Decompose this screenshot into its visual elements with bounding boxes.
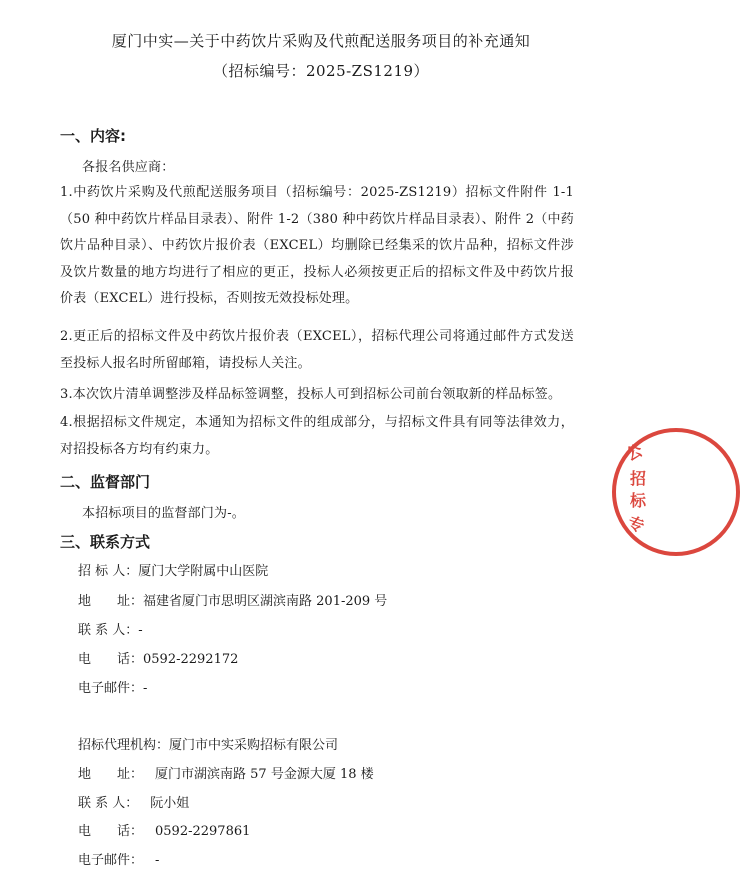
buyer-phone-label: 电 话： xyxy=(78,652,144,667)
agency-email-row xyxy=(78,849,159,868)
buyer-contact: - xyxy=(138,623,143,638)
agency-address-label: 地 址： xyxy=(78,767,144,782)
paragraph-3: 3.本次饮片清单调整涉及样品标签调整，投标人可到招标公司前台领取新的样品标签。 xyxy=(60,387,562,402)
buyer-contact-label: 联 系 人： xyxy=(78,623,139,638)
buyer-email-label: 电子邮件： xyxy=(78,681,144,696)
supervision-text: 本招标项目的监督部门为-。 xyxy=(82,506,245,521)
agency-contact-row xyxy=(78,792,189,811)
buyer-address-label: 地 址： xyxy=(78,594,144,609)
buyer-name-label: 招 标 人： xyxy=(78,564,139,579)
buyer-email: - xyxy=(143,681,148,696)
greeting: 各报名供应商： xyxy=(82,160,175,175)
seal-glyph: 专 xyxy=(625,512,647,537)
agency-name: 厦门市中实采购招标有限公司 xyxy=(169,738,339,753)
agency-name-label: 招标代理机构： xyxy=(78,738,170,753)
agency-contact-label: 联 系 人： xyxy=(78,796,139,811)
seal-glyph: 公 xyxy=(622,440,646,465)
document-subtitle: （招标编号：2025-ZS1219） xyxy=(212,62,430,80)
seal-glyph: 招 xyxy=(630,469,647,488)
agency-address-row xyxy=(78,763,374,782)
buyer-address-row xyxy=(78,590,387,609)
agency-address: 厦门市湖滨南路 57 号金源大厦 18 楼 xyxy=(155,767,374,782)
section-heading-contact: 三、联系方式 xyxy=(60,533,151,551)
paragraph-2: 2.更正后的招标文件及中药饮片报价表（EXCEL），招标代理公司将通过邮件方式发送至投标人报名时所留邮箱，请投标人关注。 xyxy=(60,329,574,371)
section-heading-supervision: 二、监督部门 xyxy=(60,473,151,491)
paragraph-1: 1.中药饮片采购及代煎配送服务项目（招标编号：2025-ZS1219）招标文件附件 1-1（50 种中药饮片样品目录表）、附件 1-2（380 种中药饮片样品目录表）、附件 2（中药饮片品种目录）、中药饮片报价表（EXCEL）均删除已经集采的饮片品种，招标文件涉及饮片数量的地方均进行了相应的更正，投标人必须按更正后的招标文件及中药饮片报价表（EXCEL）进行投标，否则按无效投标处理。 xyxy=(60,185,574,306)
agency-email-label: 电子邮件： xyxy=(78,853,144,868)
buyer-name-row xyxy=(78,560,268,579)
section-heading-content: 一、内容: xyxy=(60,127,126,145)
agency-email: - xyxy=(155,853,160,868)
paragraph-4: 4.根据招标文件规定，本通知为招标文件的组成部分，与招标文件具有同等法律效力，对招投标各方均有约束力。 xyxy=(60,415,574,457)
buyer-email-row xyxy=(78,677,147,696)
buyer-name: 厦门大学附属中山医院 xyxy=(138,564,269,579)
agency-phone-row xyxy=(78,820,250,839)
company-seal-stamp xyxy=(612,428,740,556)
agency-name-row xyxy=(78,734,338,753)
document-title: 厦门中实—关于中药饮片采购及代煎配送服务项目的补充通知 xyxy=(111,32,531,50)
buyer-contact-row xyxy=(78,619,143,638)
buyer-phone: 0592-2292172 xyxy=(143,652,239,667)
seal-glyph: 标 xyxy=(630,491,647,510)
agency-phone-label: 电 话： xyxy=(78,824,144,839)
buyer-address: 福建省厦门市思明区湖滨南路 201-209 号 xyxy=(143,594,388,609)
agency-phone: 0592-2297861 xyxy=(155,824,251,839)
buyer-phone-row xyxy=(78,648,238,667)
agency-contact: 阮小姐 xyxy=(150,796,190,811)
